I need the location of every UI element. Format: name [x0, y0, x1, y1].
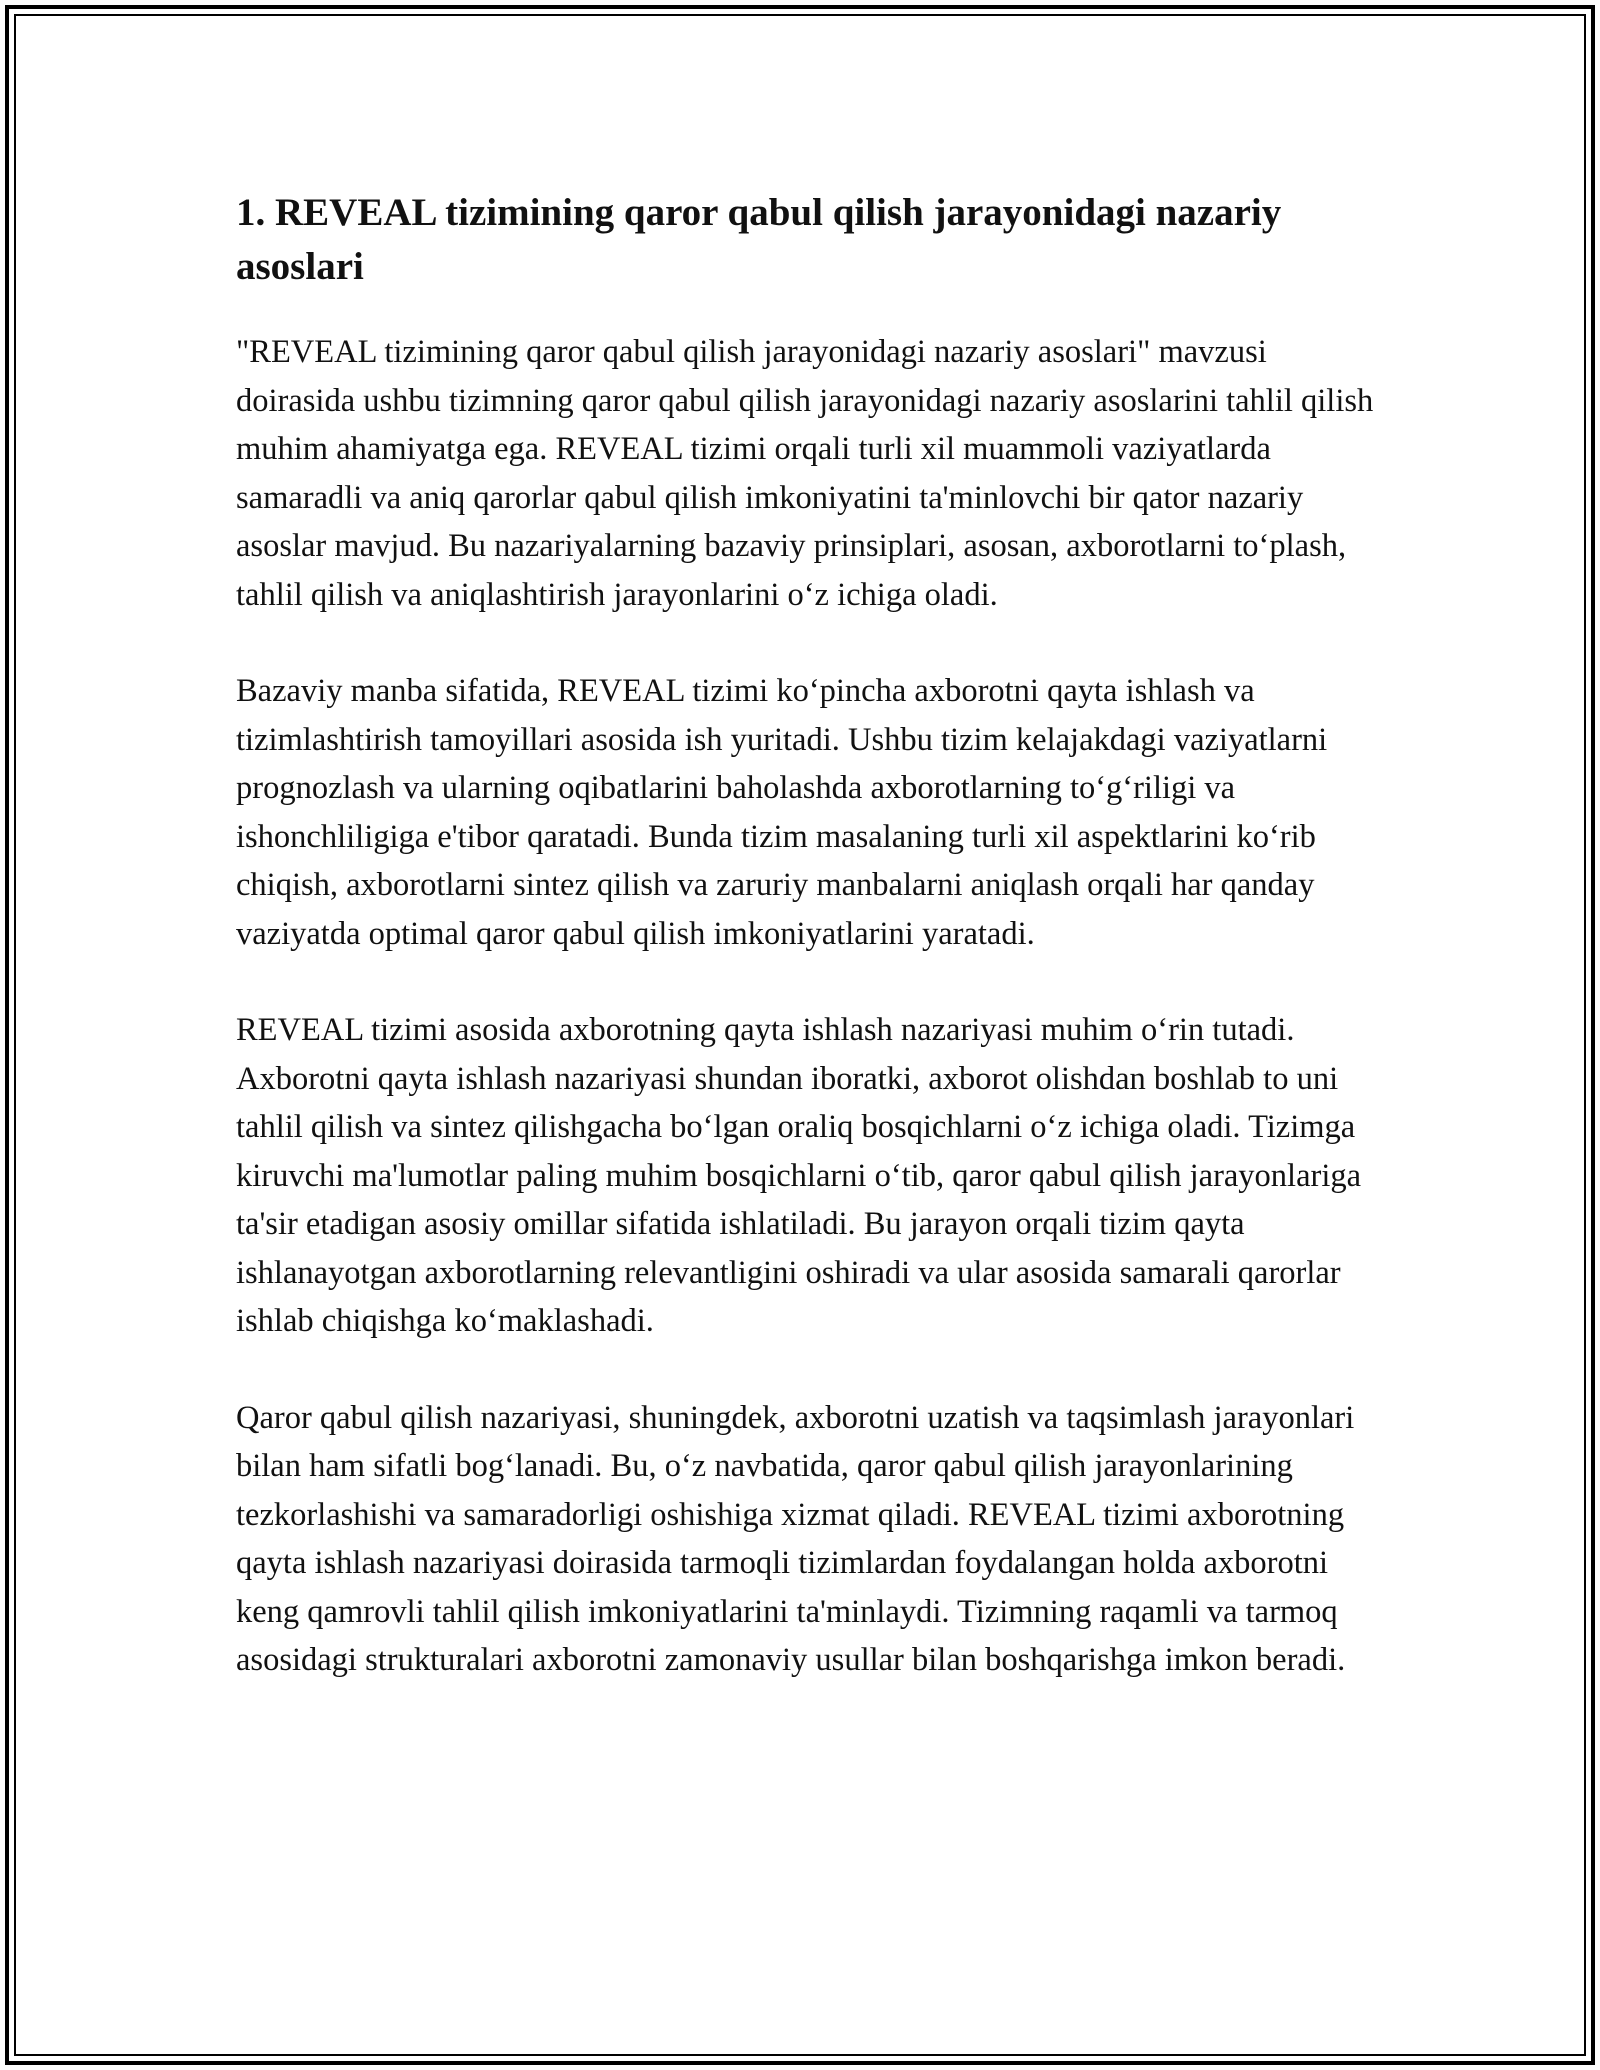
paragraph-4: Qaror qabul qilish nazariyasi, shuningdek, axborotni uzatish va taqsimlash jarayonlari bilan ham sifatli bog‘lanadi. Bu, o‘z navbatida, qaror qabul qilish jarayonlarining tezkorlashishi va samaradorligi oshishiga xizmat qiladi. REVEAL tizimi axborotning qayta ishlash nazariyasi doirasida tarmoqli tizimlardan foydalangan holda axborotni keng qamrovli tahlil qilish imkoniyatlarini ta'minlaydi. Tizimning raqamli va tarmoq asosidagi strukturalari axborotni zamonaviy usullar bilan boshqarishga imkon beradi. — [236, 1399, 1355, 1678]
document-body — [236, 186, 1376, 1733]
paragraph-1: "REVEAL tizimining qaror qabul qilish jarayonidagi nazariy asoslari" mavzusi doirasida ushbu tizimning qaror qabul qilish jarayonidagi nazariy asoslarini tahlil qilish muhim ahamiyatga ega. REVEAL tizimi orqali turli xil muammoli vaziyatlarda samaradli va aniq qarorlar qabul qilish imkoniyatini ta'minlovchi bir qator nazariy asoslar mavjud. Bu nazariyalarning bazaviy prinsiplari, asosan, axborotlarni to‘plash, tahlil qilish va aniqlashtirish jarayonlarini o‘z ichiga oladi. — [236, 334, 1374, 613]
paragraph-2: Bazaviy manba sifatida, REVEAL tizimi ko‘pincha axborotni qayta ishlash va tizimlashtirish tamoyillari asosida ish yuritadi. Ushbu tizim kelajakdagi vaziyatlarni prognozlash va ularning oqibatlarini baholashda axborotlarning to‘g‘riligi va ishonchliligiga e'tibor qaratadi. Bunda tizim masalaning turli xil aspektlarini ko‘rib chiqish, axborotlarni sintez qilish va zaruriy manbalarni aniqlash orqali har qanday vaziyatda optimal qaror qabul qilish imkoniyatlarini yaratadi. — [236, 673, 1328, 952]
section-heading: 1. REVEAL tizimining qaror qabul qilish jarayonidagi nazariy asoslari — [236, 191, 1282, 288]
paragraph-3: REVEAL tizimi asosida axborotning qayta ishlash nazariyasi muhim o‘rin tutadi. Axborotni qayta ishlash nazariyasi shundan iboratki, axborot olishdan boshlab to uni tahlil qilish va sintez qilishgacha bo‘lgan oraliq bosqichlarni o‘z ichiga oladi. Tizimga kiruvchi ma'lumotlar paling muhim bosqichlarni o‘tib, qaror qabul qilish jarayonlariga ta'sir etadigan asosiy omillar sifatida ishlatiladi. Bu jarayon orqali tizim qayta ishlanayotgan axborotlarning relevantligini oshiradi va ular asosida samarali qarorlar ishlab chiqishga ko‘maklashadi. — [236, 1012, 1362, 1339]
